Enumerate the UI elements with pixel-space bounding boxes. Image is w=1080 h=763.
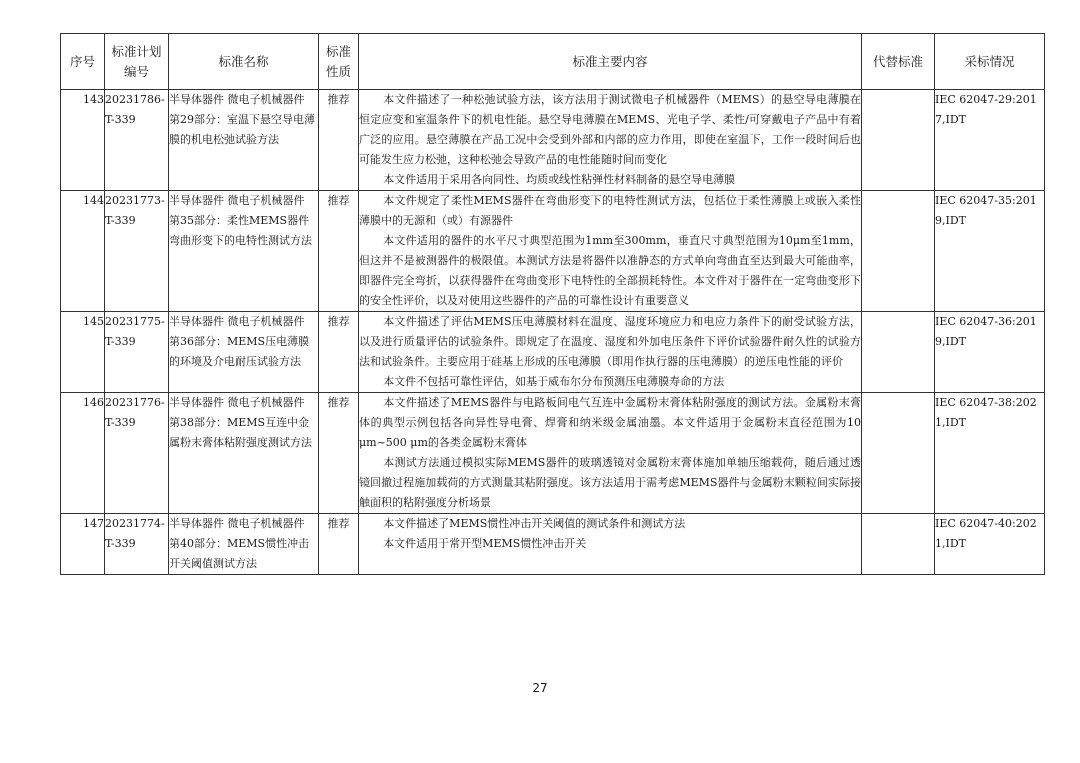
row-seq: 145: [61, 312, 105, 393]
page-number: 27: [532, 681, 548, 695]
row-plan-no: 20231774-T-339: [105, 514, 169, 575]
content-paragraph: 本文件不包括可靠性评估，如基于威布尔分布预测压电薄膜寿命的方法: [383, 375, 725, 388]
row-name: 半导体器件 微电子机械器件 第29部分：室温下悬空导电薄膜的机电松弛试验方法: [169, 90, 319, 191]
table-row: [61, 312, 1045, 393]
table-row: [61, 393, 1045, 514]
row-plan-no: 20231776-T-339: [105, 393, 169, 514]
row-name: 半导体器件 微电子机械器件 第36部分：MEMS压电薄膜的环境及介电耐压试验方法: [169, 312, 319, 393]
content-paragraph: 本文件适用于常开型MEMS惯性冲击开关: [383, 537, 587, 550]
row-plan-no: 20231773-T-339: [105, 191, 169, 312]
row-nature: 推荐: [319, 514, 359, 575]
row-replace: [862, 393, 935, 514]
header-adoption: 采标情况: [935, 34, 1045, 90]
row-seq: 143: [61, 90, 105, 191]
row-content: [359, 393, 862, 514]
content-paragraph: 本文件适用于采用各向同性、均质或线性粘弹性材料制备的悬空导电薄膜: [383, 173, 736, 186]
row-plan-no: 20231786-T-339: [105, 90, 169, 191]
header-nature: 标准 性质: [319, 34, 359, 90]
row-replace: [862, 514, 935, 575]
content-paragraph: 本文件描述了MEMS器件与电路板间电气互连中金属粉末膏体粘附强度的测试方法。金属粉末膏体的典型示例包括各向异性导电膏、焊膏和纳米级金属油墨。本文件适用于金属粉末直径范围为10 μm~500 μm的各类金属粉末膏体: [359, 396, 861, 449]
table-row: [61, 514, 1045, 575]
row-content: [359, 312, 862, 393]
content-paragraph: 本文件适用的器件的水平尺寸典型范围为1mm至300mm，垂直尺寸典型范围为10μm至1mm，但这并不是被测器件的极限值。本测试方法是将器件以准静态的方式单向弯曲直至达到最大可能曲率，即器件完全弯折，以获得器件在弯曲变形下电特性的全部损耗特性。本文件对于器件在一定弯曲变形下的安全性评价，以及对使用这些器件的产品的可靠性设计有重要意义: [359, 234, 861, 307]
row-replace: [862, 312, 935, 393]
content-paragraph: 本文件规定了柔性MEMS器件在弯曲形变下的电特性测试方法，包括位于柔性薄膜上或嵌入柔性薄膜中的无源和（或）有源器件: [359, 194, 861, 227]
row-seq: 144: [61, 191, 105, 312]
content-paragraph: 本测试方法通过模拟实际MEMS器件的玻璃透镜对金属粉末膏体施加单轴压缩载荷，随后通过透镜回撤过程施加载荷的方式测量其粘附强度。该方法适用于需考虑MEMS器件与金属粉末颗粒间实际接触面积的粘附强度分析场景: [359, 456, 861, 509]
row-plan-no: 20231775-T-339: [105, 312, 169, 393]
content-paragraph: 本文件描述了一种松弛试验方法，该方法用于测试微电子机械器件（MEMS）的悬空导电薄膜在恒定应变和室温条件下的机电性能。悬空导电薄膜在MEMS、光电子学、柔性/可穿戴电子产品中有着广泛的应用。悬空薄膜在产品工况中会受到外部和内部的应力作用，即使在室温下，工作一段时间后也可能发生应力松弛，这种松弛会导致产品的电性能随时间而变化: [359, 93, 861, 166]
row-replace: [862, 90, 935, 191]
row-nature: 推荐: [319, 393, 359, 514]
standards-table: [60, 33, 1045, 575]
row-seq: 147: [61, 514, 105, 575]
row-replace: [862, 191, 935, 312]
row-nature: 推荐: [319, 191, 359, 312]
content-paragraph: 本文件描述了MEMS惯性冲击开关阈值的测试条件和测试方法: [383, 517, 686, 530]
row-name: 半导体器件 微电子机械器件 第38部分：MEMS互连中金属粉末膏体粘附强度测试方法: [169, 393, 319, 514]
table-header-row: [61, 34, 1045, 90]
row-adoption: IEC 62047-38:2021,IDT: [935, 393, 1045, 514]
row-name: 半导体器件 微电子机械器件 第40部分：MEMS惯性冲击开关阈值测试方法: [169, 514, 319, 575]
header-seq: 序号: [61, 34, 105, 90]
header-replace: 代替标准: [862, 34, 935, 90]
row-content: [359, 514, 862, 575]
row-adoption: IEC 62047-40:2021,IDT: [935, 514, 1045, 575]
header-content: 标准主要内容: [359, 34, 862, 90]
table-row: [61, 191, 1045, 312]
content-paragraph: 本文件描述了评估MEMS压电薄膜材料在温度、湿度环境应力和电应力条件下的耐受试验方法，以及进行质量评估的试验条件。即规定了在温度、湿度和外加电压条件下评价试验器件耐久性的试验方法和试验条件。主要应用于硅基上形成的压电薄膜（即用作执行器的压电薄膜）的逆压电性能的评价: [359, 315, 861, 368]
row-adoption: IEC 62047-35:2019,IDT: [935, 191, 1045, 312]
row-content: [359, 90, 862, 191]
row-content: [359, 191, 862, 312]
header-name: 标准名称: [169, 34, 319, 90]
row-seq: 146: [61, 393, 105, 514]
header-plan-no: 标准计划 编号: [105, 34, 169, 90]
row-adoption: IEC 62047-36:2019,IDT: [935, 312, 1045, 393]
row-adoption: IEC 62047-29:2017,IDT: [935, 90, 1045, 191]
row-nature: 推荐: [319, 90, 359, 191]
table-row: [61, 90, 1045, 191]
row-name: 半导体器件 微电子机械器件 第35部分：柔性MEMS器件弯曲形变下的电特性测试方法: [169, 191, 319, 312]
row-nature: 推荐: [319, 312, 359, 393]
